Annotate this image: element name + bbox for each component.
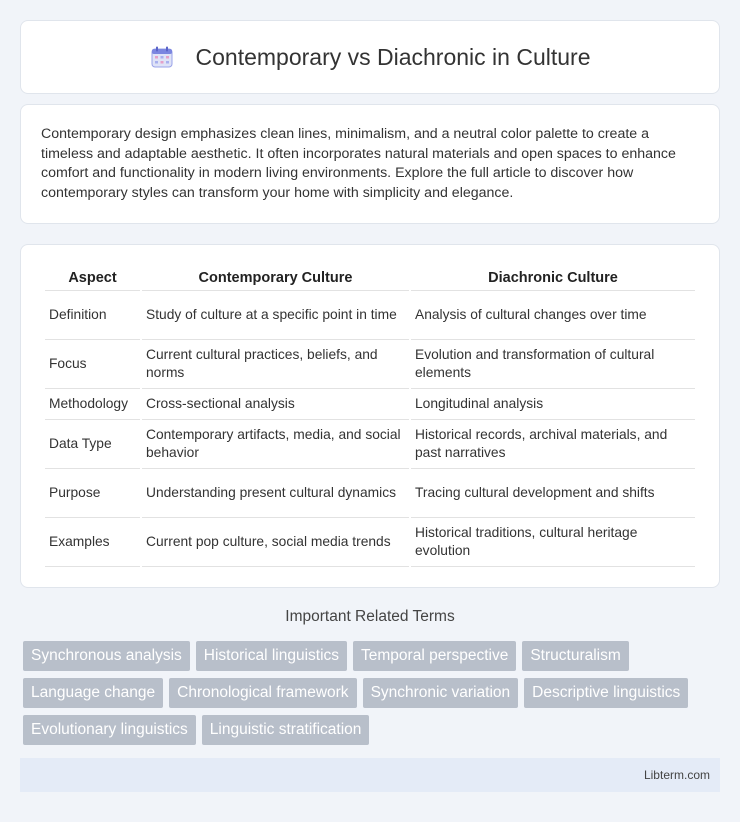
row-aspect: Examples <box>45 518 140 567</box>
term-tag[interactable]: Evolutionary linguistics <box>23 715 196 745</box>
title-card <box>20 20 720 94</box>
row-contemporary: Cross-sectional analysis <box>142 389 409 420</box>
row-aspect: Methodology <box>45 389 140 420</box>
row-diachronic: Evolution and transformation of cultural elements <box>411 340 695 389</box>
header-diachronic: Diachronic Culture <box>411 265 695 291</box>
comparison-table <box>43 265 697 567</box>
table-row <box>45 469 695 518</box>
row-aspect: Purpose <box>45 469 140 518</box>
term-tag[interactable]: Structuralism <box>522 641 628 671</box>
intro-text: Contemporary design emphasizes clean lines, minimalism, and a neutral color palette to create a timeless and adaptable aesthetic. It often incorporates natural materials and open spaces to enhance comfort and functionality in modern living environments. Explore the full article to discover how contemporary styles can transform your home with simplicity and elegance. <box>41 126 676 201</box>
term-tag[interactable]: Synchronous analysis <box>23 641 190 671</box>
table-row <box>45 518 695 567</box>
page-title: Contemporary vs Diachronic in Culture <box>195 43 591 70</box>
row-contemporary: Current pop culture, social media trends <box>142 518 409 567</box>
row-contemporary: Understanding present cultural dynamics <box>142 469 409 518</box>
table-header-row <box>45 265 695 291</box>
related-terms-heading: Important Related Terms <box>285 608 455 625</box>
table-row <box>45 340 695 389</box>
comparison-table-card <box>20 244 720 588</box>
term-tag[interactable]: Synchronic variation <box>363 678 519 708</box>
header-contemporary: Contemporary Culture <box>142 265 409 291</box>
row-diachronic: Analysis of cultural changes over time <box>411 291 695 340</box>
related-terms-list <box>23 641 723 745</box>
footer <box>20 758 720 792</box>
row-aspect: Definition <box>45 291 140 340</box>
row-contemporary: Current cultural practices, beliefs, and norms <box>142 340 409 389</box>
row-aspect: Data Type <box>45 420 140 469</box>
header-aspect: Aspect <box>45 265 140 291</box>
row-diachronic: Tracing cultural development and shifts <box>411 469 695 518</box>
row-diachronic: Historical records, archival materials, and past narratives <box>411 420 695 469</box>
row-contemporary: Study of culture at a specific point in time <box>142 291 409 340</box>
row-contemporary: Contemporary artifacts, media, and social behavior <box>142 420 409 469</box>
table-row <box>45 389 695 420</box>
row-diachronic: Historical traditions, cultural heritage evolution <box>411 518 695 567</box>
term-tag[interactable]: Descriptive linguistics <box>524 678 688 708</box>
calendar-icon <box>150 45 174 69</box>
table-row <box>45 291 695 340</box>
term-tag[interactable]: Linguistic stratification <box>202 715 370 745</box>
term-tag[interactable]: Temporal perspective <box>353 641 516 671</box>
row-diachronic: Longitudinal analysis <box>411 389 695 420</box>
term-tag[interactable]: Chronological framework <box>169 678 356 708</box>
term-tag[interactable]: Historical linguistics <box>196 641 347 671</box>
term-tag[interactable]: Language change <box>23 678 163 708</box>
intro-card <box>20 104 720 224</box>
row-aspect: Focus <box>45 340 140 389</box>
footer-site-link[interactable]: Libterm.com <box>643 768 710 782</box>
table-row <box>45 420 695 469</box>
